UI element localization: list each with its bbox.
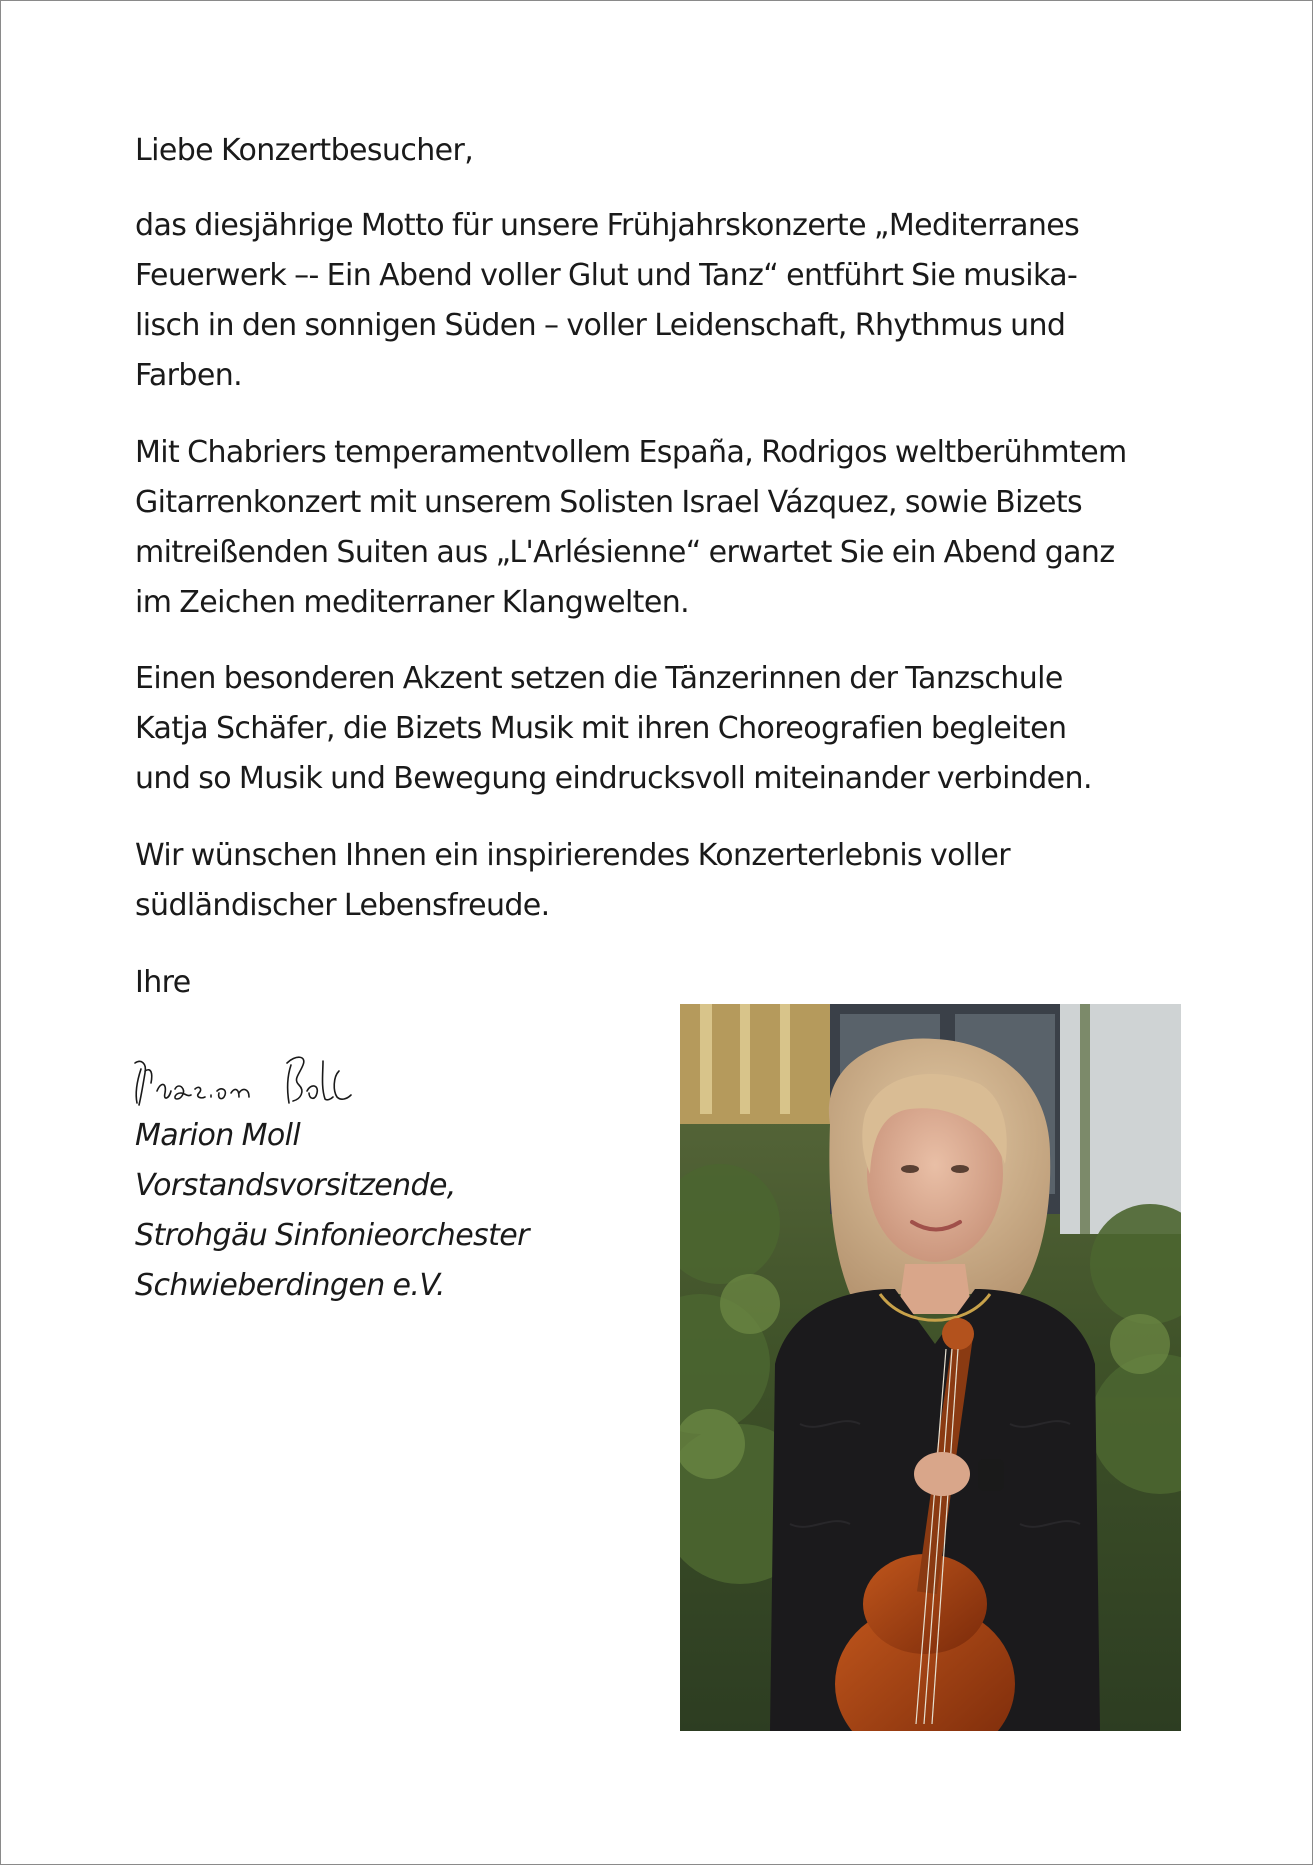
paragraph-wishes — [135, 831, 1195, 931]
portrait-photo — [680, 1004, 1181, 1731]
paragraph-dance — [135, 654, 1195, 804]
signer-role: Vorstandsvorsitzende, — [135, 1168, 456, 1203]
signer-name: Marion Moll — [135, 1118, 301, 1153]
paragraph-line: südländischer Lebensfreude. — [135, 888, 550, 923]
paragraph-line: Farben. — [135, 358, 243, 393]
paragraph-line: Katja Schäfer, die Bizets Musik mit ihren Choreografien begleiten — [135, 711, 1067, 746]
closing-text: Ihre — [135, 965, 191, 1000]
paragraph-line: Wir wünschen Ihnen ein inspirierendes Konzerterlebnis voller — [135, 838, 1010, 873]
signer-block — [135, 1111, 529, 1311]
signer-organization: Strohgäu Sinfonieorchester — [135, 1218, 529, 1253]
letter-closing — [135, 958, 1195, 1008]
paragraph-motto — [135, 201, 1195, 401]
greeting-text: Liebe Konzertbesucher, — [135, 133, 474, 168]
signer-organization-location: Schwieberdingen e.V. — [135, 1268, 445, 1303]
paragraph-line: und so Musik und Bewegung eindrucksvoll miteinander verbinden. — [135, 761, 1092, 796]
paragraph-line: Feuerwerk –- Ein Abend voller Glut und Tanz“ entführt Sie musika- — [135, 258, 1078, 293]
paragraph-line: lisch in den sonnigen Süden – voller Leidenschaft, Rhythmus und — [135, 308, 1066, 343]
letter-greeting — [135, 126, 1195, 176]
paragraph-line: Mit Chabriers temperamentvollem España, Rodrigos weltberühmtem — [135, 435, 1127, 470]
paragraph-line: Einen besonderen Akzent setzen die Tänzerinnen der Tanzschule — [135, 661, 1063, 696]
paragraph-line: im Zeichen mediterraner Klangwelten. — [135, 585, 690, 620]
paragraph-line: mitreißenden Suiten aus „L'Arlésienne“ erwartet Sie ein Abend ganz — [135, 535, 1115, 570]
paragraph-line: Gitarrenkonzert mit unserem Solisten Israel Vázquez, sowie Bizets — [135, 485, 1083, 520]
paragraph-program — [135, 428, 1195, 628]
handwritten-signature — [127, 1011, 447, 1121]
paragraph-line: das diesjährige Motto für unsere Frühjahrskonzerte „Mediterranes — [135, 208, 1080, 243]
